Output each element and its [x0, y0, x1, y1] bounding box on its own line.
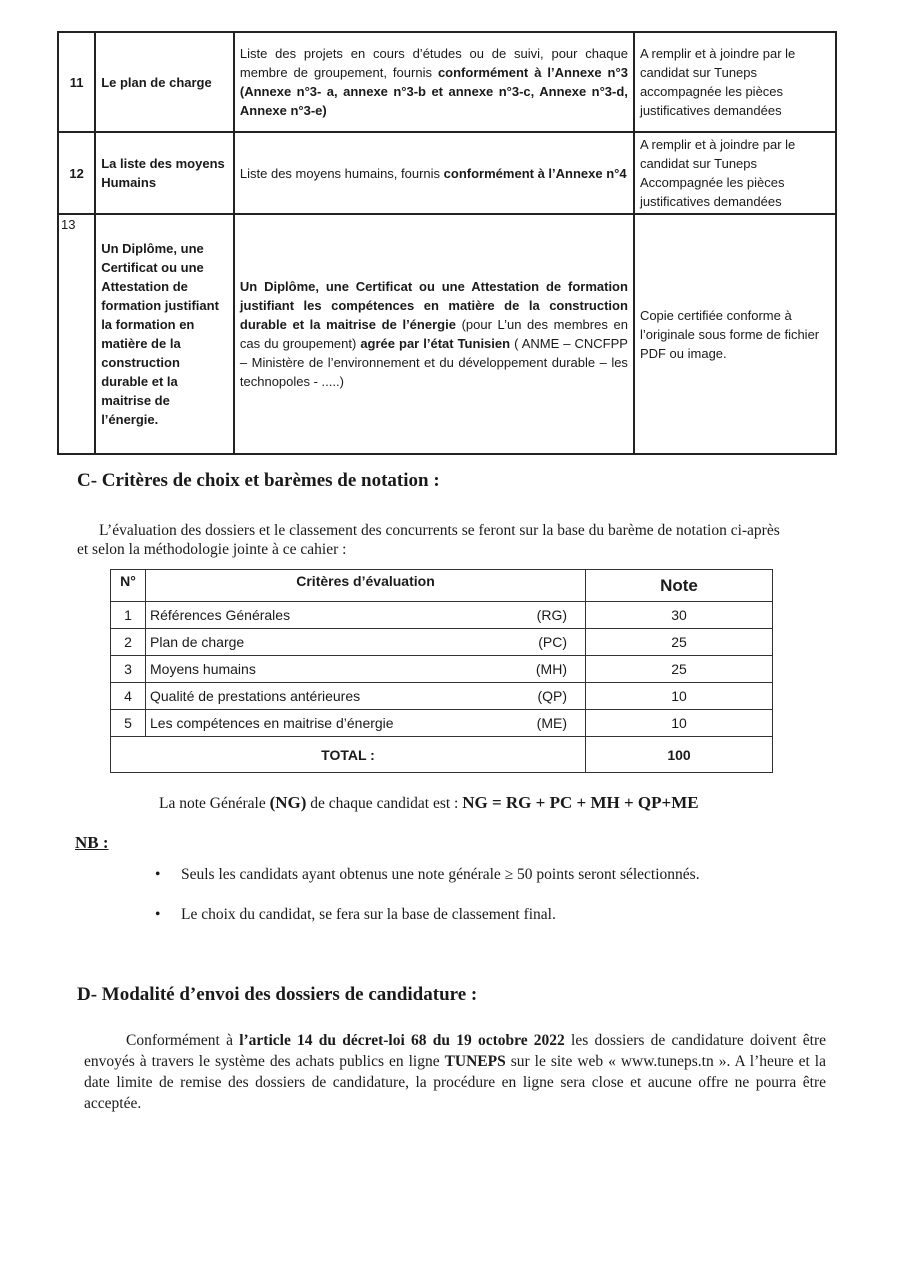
- criteria-label: Références Générales: [150, 607, 291, 623]
- formula-expression: NG = RG + PC + MH + QP+ME: [462, 793, 699, 812]
- desc-text: Liste des moyens humains, fournis: [239, 165, 444, 181]
- total-row: [111, 737, 773, 773]
- bullet-icon: •: [155, 866, 161, 883]
- desc-text: ( ANME – CNCFPP – Ministère de l’environnement et du développement durable – les technopoles - .....): [239, 336, 628, 389]
- desc-bold-text: Un Diplôme, une Certificat ou une Attestation de formation justifiant les compétences en matière de la construction durable et la maitrise de l’énergie: [239, 279, 628, 332]
- section-c-title: C- Critères de choix et barèmes de notation :: [77, 470, 440, 491]
- criteria-label: Plan de charge: [150, 634, 245, 650]
- criteria-code: (MH): [535, 661, 567, 677]
- table-row: [58, 132, 836, 214]
- para-text: sur le site web « www.tuneps.tn ». A l’heure et la date limite de remise des dossiers de candidature, la procédure en ligne sera close et aucune offre ne pourra être acceptée.: [84, 1053, 826, 1112]
- desc-bold-text: agrée par l’état Tunisien: [360, 336, 511, 351]
- criteria-label: Les compétences en maitrise d’énergie: [150, 715, 394, 731]
- criteria-cell: [146, 629, 586, 656]
- column-header-note: Note: [586, 570, 773, 602]
- column-header-num: N°: [111, 570, 146, 602]
- observation: A remplir et à joindre par le candidat sur Tuneps Accompagnée les pièces justificatives demandées: [634, 132, 836, 214]
- desc-text: Liste des projets en cours d’études ou de suivi, pour chaque membre de groupement, fournis: [239, 46, 628, 80]
- bullet-text: Le choix du candidat, se fera sur la base de classement final.: [181, 906, 556, 923]
- document-description: [234, 32, 634, 132]
- criteria-note: 10: [586, 710, 773, 737]
- para-bold: TUNEPS: [444, 1053, 506, 1070]
- formula-ng: (NG): [269, 793, 307, 812]
- table-row: [111, 656, 773, 683]
- nb-label: NB :: [75, 833, 109, 852]
- observation: A remplir et à joindre par le candidat sur Tuneps accompagnée les pièces justificatives demandées: [634, 32, 836, 132]
- requirements-table: [57, 31, 837, 455]
- para-bold: l’article 14 du décret-loi 68 du 19 octobre 2022: [239, 1032, 565, 1049]
- criteria-cell: [146, 602, 586, 629]
- table-row: [111, 629, 773, 656]
- row-number: 11: [58, 32, 95, 132]
- table-row: [111, 683, 773, 710]
- criteria-code: (RG): [536, 607, 567, 623]
- formula-prefix: La note Générale: [159, 795, 270, 812]
- criteria-note: 25: [586, 656, 773, 683]
- list-item: [155, 906, 556, 924]
- total-value: 100: [586, 737, 773, 773]
- criteria-note: 10: [586, 683, 773, 710]
- list-item: [155, 866, 700, 884]
- criteria-label: Qualité de prestations antérieures: [150, 688, 361, 704]
- criteria-num: 2: [111, 629, 146, 656]
- criteria-label: Moyens humains: [150, 661, 256, 677]
- para-text: Conformément à: [126, 1032, 240, 1049]
- criteria-code: (QP): [537, 688, 567, 704]
- row-number: 12: [58, 132, 95, 214]
- criteria-num: 1: [111, 602, 146, 629]
- total-label: TOTAL :: [111, 737, 586, 773]
- desc-bold-text: conformément à l’Annexe n°4: [443, 165, 627, 181]
- document-name: Un Diplôme, une Certificat ou une Attestation de formation justifiant la formation en matière de la construction durable et la maitrise de l’énergie.: [95, 214, 234, 454]
- section-d-paragraph: [84, 1030, 826, 1114]
- table-row: [58, 214, 836, 454]
- bullet-text: Seuls les candidats ayant obtenus une note générale ≥ 50 points seront sélectionnés.: [181, 866, 700, 883]
- ng-formula: [159, 793, 699, 813]
- criteria-note: 25: [586, 629, 773, 656]
- criteria-num: 3: [111, 656, 146, 683]
- observation: Copie certifiée conforme à l’originale sous forme de fichier PDF ou image.: [634, 214, 836, 454]
- document-name: La liste des moyens Humains: [95, 132, 234, 214]
- criteria-table: [110, 569, 773, 773]
- para-text: les dossiers de candidature doivent être envoyés à travers le système des achats publics en ligne: [84, 1032, 826, 1070]
- criteria-note: 30: [586, 602, 773, 629]
- column-header-criteria: Critères d’évaluation: [146, 570, 586, 602]
- formula-mid: de chaque candidat est :: [306, 795, 463, 812]
- criteria-code: (PC): [538, 634, 567, 650]
- section-d-title: D- Modalité d’envoi des dossiers de candidature :: [77, 984, 478, 1005]
- criteria-cell: [146, 656, 586, 683]
- criteria-cell: [146, 710, 586, 737]
- bullet-icon: •: [155, 906, 161, 923]
- criteria-cell: [146, 683, 586, 710]
- desc-bold-text: conformément à l’Annexe n°3 (Annexe n°3- a, annexe n°3-b et annexe n°3-c, Annexe n°3-d, Annexe n°3-e): [239, 65, 628, 118]
- table-row: [58, 32, 836, 132]
- document-description: [234, 214, 634, 454]
- criteria-num: 5: [111, 710, 146, 737]
- document-name: Le plan de charge: [95, 32, 234, 132]
- row-number: 13: [58, 214, 95, 454]
- criteria-num: 4: [111, 683, 146, 710]
- section-c-intro: L’évaluation des dossiers et le classement des concurrents se feront sur la base du barème de notation ci-après et selon la méthodologie jointe à ce cahier :: [77, 522, 780, 558]
- criteria-code: (ME): [536, 715, 567, 731]
- desc-text: (pour L’un des membres en cas du groupement): [239, 317, 628, 351]
- table-row: [111, 602, 773, 629]
- table-row: [111, 710, 773, 737]
- document-description: [234, 132, 634, 214]
- table-header-row: [111, 570, 773, 602]
